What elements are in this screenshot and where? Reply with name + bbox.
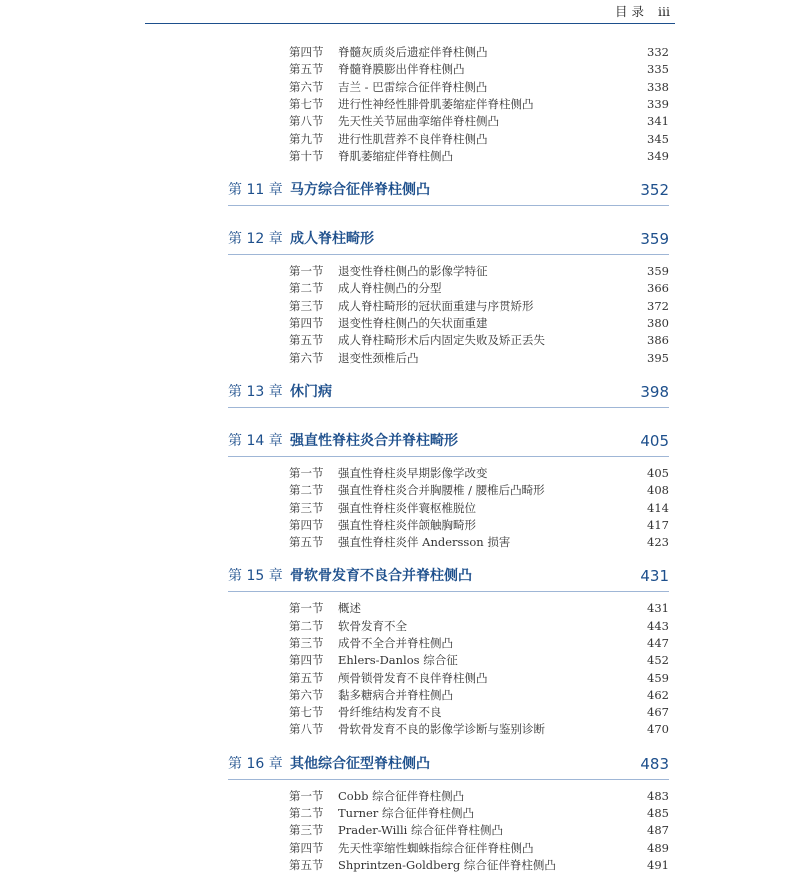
section-title: 退变性脊柱侧凸的影像学特征: [338, 264, 488, 278]
toc-entry[interactable]: [289, 788, 669, 805]
section-title: 成人脊柱畸形的冠状面重建与序贯矫形: [338, 299, 534, 313]
toc-entry[interactable]: [289, 618, 669, 635]
section-number: 第六节: [289, 351, 324, 365]
chapter-title: 成人脊柱畸形: [290, 231, 374, 247]
section-page: 414: [647, 501, 669, 515]
toc-entry[interactable]: [289, 857, 669, 874]
chapter-heading[interactable]: [228, 178, 669, 202]
section-page: 467: [647, 705, 669, 719]
section-title: 先天性关节屈曲挛缩伴脊柱侧凸: [338, 114, 499, 128]
toc-entry[interactable]: [289, 805, 669, 822]
section-title: 强直性脊柱炎伴颌触胸畸形: [338, 518, 476, 532]
chapter-title: 其他综合征型脊柱侧凸: [290, 756, 430, 772]
section-title: 强直性脊柱炎合并胸腰椎 / 腰椎后凸畸形: [338, 483, 545, 497]
toc-entry[interactable]: [289, 315, 669, 332]
section-number: 第一节: [289, 466, 324, 480]
section-title: Cobb 综合征伴脊柱侧凸: [338, 789, 465, 803]
section-number: 第一节: [289, 789, 324, 803]
chapter-number: 第 16 章: [228, 756, 283, 772]
toc-entry[interactable]: [289, 635, 669, 652]
section-title: 成人脊柱侧凸的分型: [338, 281, 442, 295]
section-number: 第四节: [289, 518, 324, 532]
section-number: 第四节: [289, 45, 324, 59]
section-page: 462: [647, 688, 669, 702]
section-number: 第二节: [289, 281, 324, 295]
section-title: Prader-Willi 综合征伴脊柱侧凸: [338, 823, 503, 837]
section-page: 459: [647, 671, 669, 685]
section-title: 成人脊柱畸形术后内固定失败及矫正丢失: [338, 333, 545, 347]
chapter-number: 第 12 章: [228, 231, 283, 247]
chapter-heading[interactable]: [228, 380, 669, 404]
section-page: 417: [647, 518, 669, 532]
section-number: 第九节: [289, 132, 324, 146]
section-title: Ehlers-Danlos 综合征: [338, 653, 458, 667]
chapter-number: 第 14 章: [228, 433, 283, 449]
section-title: 强直性脊柱炎伴 Andersson 损害: [338, 535, 511, 549]
chapter-page: 405: [640, 432, 669, 450]
section-page: 447: [647, 636, 669, 650]
section-page: 431: [647, 601, 669, 615]
toc-entry[interactable]: [289, 61, 669, 78]
header-rule: [145, 23, 675, 24]
section-number: 第七节: [289, 705, 324, 719]
section-page: 491: [647, 858, 669, 872]
section-number: 第五节: [289, 671, 324, 685]
section-page: 366: [647, 281, 669, 295]
section-page: 487: [647, 823, 669, 837]
chapter-number: 第 15 章: [228, 568, 283, 584]
section-number: 第六节: [289, 688, 324, 702]
section-number: 第一节: [289, 264, 324, 278]
toc-entry[interactable]: [289, 44, 669, 61]
section-page: 485: [647, 806, 669, 820]
toc-entry[interactable]: [289, 704, 669, 721]
section-title: 颅骨锁骨发育不良伴脊柱侧凸: [338, 671, 488, 685]
section-page: 483: [647, 789, 669, 803]
toc-entry[interactable]: [289, 79, 669, 96]
section-title: 进行性肌营养不良伴脊柱侧凸: [338, 132, 488, 146]
chapter-page: 431: [640, 567, 669, 585]
section-number: 第五节: [289, 62, 324, 76]
section-title: 成骨不全合并脊柱侧凸: [338, 636, 453, 650]
section-title: 脊肌萎缩症伴脊柱侧凸: [338, 149, 453, 163]
section-page: 452: [647, 653, 669, 667]
section-number: 第四节: [289, 316, 324, 330]
section-page: 408: [647, 483, 669, 497]
chapter-heading[interactable]: [228, 429, 669, 453]
section-number: 第八节: [289, 114, 324, 128]
section-title: 骨纤维结构发育不良: [338, 705, 442, 719]
section-number: 第二节: [289, 619, 324, 633]
toc-entry[interactable]: [289, 350, 669, 367]
section-page: 380: [647, 316, 669, 330]
section-title: 软骨发育不全: [338, 619, 407, 633]
section-number: 第四节: [289, 841, 324, 855]
section-number: 第三节: [289, 299, 324, 313]
section-page: 345: [647, 132, 669, 146]
chapter-number: 第 13 章: [228, 384, 283, 400]
section-title: 强直性脊柱炎早期影像学改变: [338, 466, 488, 480]
section-title: 退变性颈椎后凸: [338, 351, 419, 365]
toc-entry[interactable]: [289, 113, 669, 130]
chapter-title: 休门病: [290, 384, 332, 400]
section-page: 372: [647, 299, 669, 313]
section-page: 470: [647, 722, 669, 736]
section-title: 先天性挛缩性蜘蛛指综合征伴脊柱侧凸: [338, 841, 534, 855]
section-title: Turner 综合征伴脊柱侧凸: [338, 806, 474, 820]
section-number: 第二节: [289, 483, 324, 497]
section-title: 黏多糖病合并脊柱侧凸: [338, 688, 453, 702]
section-number: 第三节: [289, 823, 324, 837]
section-title: 脊髓灰质炎后遗症伴脊柱侧凸: [338, 45, 488, 59]
toc-entry[interactable]: [289, 148, 669, 165]
chapter-title: 强直性脊柱炎合并脊柱畸形: [290, 433, 458, 449]
section-page: 489: [647, 841, 669, 855]
section-number: 第十节: [289, 149, 324, 163]
chapter-title: 骨软骨发育不良合并脊柱侧凸: [290, 568, 472, 584]
header-page-number: iii: [658, 4, 670, 19]
section-page: 332: [647, 45, 669, 59]
section-title: 强直性脊柱炎伴寰枢椎脱位: [338, 501, 476, 515]
section-number: 第六节: [289, 80, 324, 94]
section-title: 脊髓脊膜膨出伴脊柱侧凸: [338, 62, 465, 76]
toc-entry[interactable]: [289, 465, 669, 482]
section-number: 第五节: [289, 535, 324, 549]
section-page: 405: [647, 466, 669, 480]
section-title: 吉兰 - 巴雷综合征伴脊柱侧凸: [338, 80, 488, 94]
section-number: 第三节: [289, 636, 324, 650]
section-page: 386: [647, 333, 669, 347]
section-title: 进行性神经性腓骨肌萎缩症伴脊柱侧凸: [338, 97, 534, 111]
toc-entry[interactable]: [289, 652, 669, 669]
section-number: 第四节: [289, 653, 324, 667]
toc-entry[interactable]: [289, 332, 669, 349]
toc-entry[interactable]: [289, 600, 669, 617]
toc-entry[interactable]: [289, 670, 669, 687]
chapter-heading[interactable]: [228, 752, 669, 776]
section-page: 359: [647, 264, 669, 278]
toc-entry[interactable]: [289, 534, 669, 551]
section-number: 第一节: [289, 601, 324, 615]
toc-entry[interactable]: [289, 263, 669, 280]
section-page: 339: [647, 97, 669, 111]
section-page: 443: [647, 619, 669, 633]
toc-entry[interactable]: [289, 280, 669, 297]
toc-entry[interactable]: [289, 500, 669, 517]
section-number: 第七节: [289, 97, 324, 111]
toc-entry[interactable]: [289, 482, 669, 499]
section-title: 概述: [338, 601, 361, 615]
section-page: 338: [647, 80, 669, 94]
section-title: 骨软骨发育不良的影像学诊断与鉴别诊断: [338, 722, 545, 736]
toc-entry[interactable]: [289, 687, 669, 704]
toc-entry[interactable]: [289, 131, 669, 148]
section-number: 第三节: [289, 501, 324, 515]
section-number: 第五节: [289, 858, 324, 872]
section-page: 349: [647, 149, 669, 163]
chapter-page: 483: [640, 755, 669, 773]
section-number: 第八节: [289, 722, 324, 736]
chapter-heading[interactable]: [228, 227, 669, 251]
section-number: 第二节: [289, 806, 324, 820]
section-title: Shprintzen-Goldberg 综合征伴脊柱侧凸: [338, 858, 556, 872]
toc-entry[interactable]: [289, 822, 669, 839]
section-number: 第五节: [289, 333, 324, 347]
header-label: 目 录: [615, 4, 644, 19]
section-page: 423: [647, 535, 669, 549]
section-title: 退变性脊柱侧凸的矢状面重建: [338, 316, 488, 330]
section-page: 341: [647, 114, 669, 128]
toc-entry[interactable]: [289, 840, 669, 857]
toc-entry[interactable]: [289, 517, 669, 534]
chapter-heading[interactable]: [228, 564, 669, 588]
chapter-title: 马方综合征伴脊柱侧凸: [290, 182, 430, 198]
chapter-page: 359: [640, 230, 669, 248]
chapter-page: 352: [640, 181, 669, 199]
running-header: [615, 2, 670, 20]
chapter-page: 398: [640, 383, 669, 401]
section-page: 395: [647, 351, 669, 365]
section-page: 335: [647, 62, 669, 76]
toc-entry[interactable]: [289, 721, 669, 738]
toc-entry[interactable]: [289, 96, 669, 113]
toc-entry[interactable]: [289, 298, 669, 315]
chapter-number: 第 11 章: [228, 182, 283, 198]
